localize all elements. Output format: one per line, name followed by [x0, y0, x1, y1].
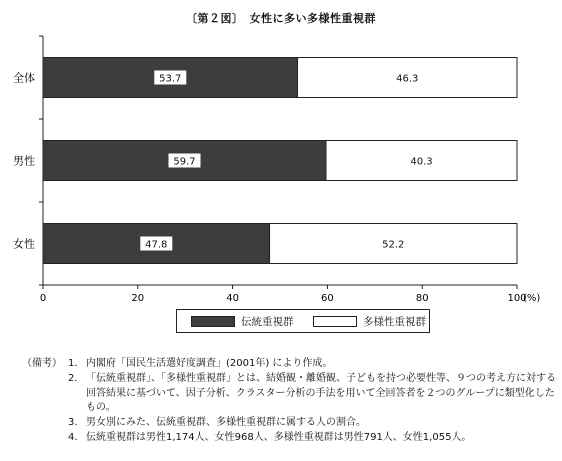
note-number: 2．: [68, 373, 85, 384]
legend-swatch-diversity: [313, 316, 357, 327]
legend: [176, 309, 430, 333]
note-number: 4．: [68, 432, 85, 443]
x-tick-label: 0: [39, 293, 47, 304]
legend-label-diversity: 多様性重視群: [363, 316, 426, 328]
legend-item-traditional: [191, 315, 294, 328]
category-label: 男性: [13, 154, 35, 168]
data-label: 53.7: [159, 73, 182, 85]
chart-title: 〔第２図〕 女性に多い多様性重視群: [186, 12, 376, 25]
note-text: 伝統重視群は男性1,174人、女性968人、多様性重視群は男性791人、女性1,055人。: [86, 432, 472, 443]
legend-swatch-traditional: [191, 316, 235, 327]
data-label: 59.7: [173, 156, 196, 168]
x-axis-unit: (%): [523, 293, 541, 304]
x-tick-label: 40: [226, 293, 239, 304]
note-number: 3．: [68, 417, 85, 428]
data-label: 40.3: [410, 156, 433, 168]
category-label: 女性: [13, 237, 35, 251]
legend-label-traditional: 伝統重視群: [241, 316, 294, 328]
x-tick-label: 100: [507, 293, 527, 304]
x-tick-label: 60: [321, 293, 334, 304]
category-label: 全体: [13, 71, 35, 85]
note-text: 男女別にみた、伝統重視群、多様性重視群に属する人の割合。: [86, 417, 366, 428]
legend-item-diversity: [313, 315, 426, 328]
x-tick-label: 80: [415, 293, 429, 304]
note-text: 「伝統重視群」、「多様性重視群」とは、結婚観・離婚観、子どもを持つ必要性等、９つの考え方に対する回答結果に基づいて、因子分析、クラスター分析の手法を用いて全回答者を２つのグループに類型化したもの。: [86, 373, 556, 413]
note-text: 内閣府「国民生活選好度調査」(2001年) により作成。: [86, 358, 333, 369]
note-number: 1．: [68, 358, 85, 369]
data-label: 46.3: [396, 73, 419, 85]
x-tick-label: 20: [131, 293, 145, 304]
data-label: 47.8: [145, 239, 168, 251]
data-label: 52.2: [382, 239, 405, 251]
notes-heading: （備考）: [22, 358, 62, 369]
